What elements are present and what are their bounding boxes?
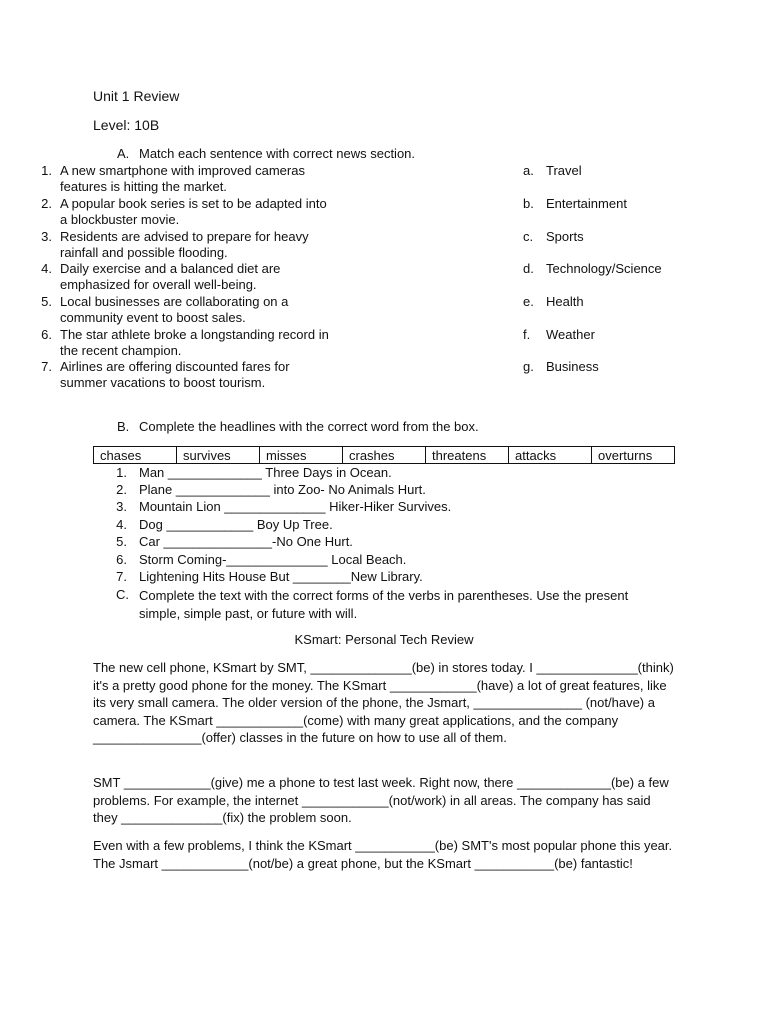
review-title: KSmart: Personal Tech Review: [294, 632, 474, 647]
review-paragraph-3: Even with a few problems, I think the KSmart ___________(be) SMT's most popular phone this year. The Jsmart ____________(not/be) a great phone, but the KSmart ___________(be) fantastic!: [93, 838, 673, 871]
list-item: 2. Plane _____________ into Zoo- No Animals Hurt.: [116, 482, 426, 497]
list-item: 6. Storm Coming-______________ Local Beach.: [116, 552, 407, 567]
section-label: Business: [546, 359, 599, 374]
word-box-cell: chases: [94, 447, 177, 464]
section-label: Health: [546, 294, 584, 309]
section-b-letter: B.: [117, 419, 130, 434]
list-item: 5. Car _______________-No One Hurt.: [116, 534, 353, 549]
section-letter: b.: [523, 196, 534, 211]
list-item: 4. Dog ____________ Boy Up Tree.: [116, 517, 333, 532]
review-paragraph-1: The new cell phone, KSmart by SMT, ______________(be) in stores today. I ______________(think) it's a pretty good phone for the money. The KSmart ____________(have) a lot of great features, like its very small camera. The older version of the phone, the Jsmart, _______________ (not/have) a camera. The KSmart ____________(come) with many great applications, and the company _______________(offer) classes in the future on how to use all of them.: [93, 660, 674, 745]
word-box-cell: overturns: [592, 447, 675, 464]
section-label: Sports: [546, 229, 584, 244]
section-label: Technology/Science: [546, 261, 662, 276]
section-a-letter: A.: [117, 146, 130, 161]
section-letter: f.: [523, 327, 531, 342]
section-letter: a.: [523, 163, 534, 178]
list-item: 3. Mountain Lion ______________ Hiker-Hiker Survives.: [116, 499, 452, 514]
list-item: 7. Lightening Hits House But ________New Library.: [116, 569, 423, 584]
list-item: 3. Residents are advised to prepare for heavy rainfall and possible flooding.: [41, 229, 309, 260]
section-letter: g.: [523, 359, 534, 374]
level-label: Level: 10B: [93, 117, 160, 133]
word-box-cell: misses: [260, 447, 343, 464]
list-item: 1. Man _____________ Three Days in Ocean.: [116, 465, 392, 480]
section-letter: d.: [523, 261, 534, 276]
list-item: 5. Local businesses are collaborating on a community event to boost sales.: [41, 294, 289, 325]
list-item: 2. A popular book series is set to be adapted into a blockbuster movie.: [41, 196, 327, 227]
list-item: 6. The star athlete broke a longstanding record in the recent champion.: [41, 327, 329, 358]
list-item: 1. A new smartphone with improved cameras features is hitting the market.: [41, 163, 305, 194]
word-box-cell: survives: [177, 447, 260, 464]
section-letter: e.: [523, 294, 534, 309]
section-c-instruction: C. Complete the text with the correct forms of the verbs in parentheses. Use the present simple, simple past, or future with will.: [116, 587, 629, 621]
review-paragraph-2: SMT ____________(give) me a phone to test last week. Right now, there _____________(be) a few problems. For example, the internet ____________(not/work) in all areas. The company has said they ______________(fix) the problem soon.: [93, 775, 669, 825]
section-label: Weather: [546, 327, 595, 342]
word-box-cell: threatens: [426, 447, 509, 464]
section-label: Travel: [546, 163, 582, 178]
section-label: Entertainment: [546, 196, 627, 211]
unit-title: Unit 1 Review: [93, 88, 180, 104]
list-item: 4. Daily exercise and a balanced diet are emphasized for overall well-being.: [41, 261, 281, 292]
list-item: 7. Airlines are offering discounted fares for summer vacations to boost tourism.: [41, 359, 290, 390]
word-box-cell: attacks: [509, 447, 592, 464]
word-box: [93, 446, 675, 464]
section-b-instruction: Complete the headlines with the correct word from the box.: [139, 419, 479, 434]
word-box-cell: crashes: [343, 447, 426, 464]
section-a-instruction: Match each sentence with correct news section.: [139, 146, 416, 161]
section-letter: c.: [523, 229, 534, 244]
